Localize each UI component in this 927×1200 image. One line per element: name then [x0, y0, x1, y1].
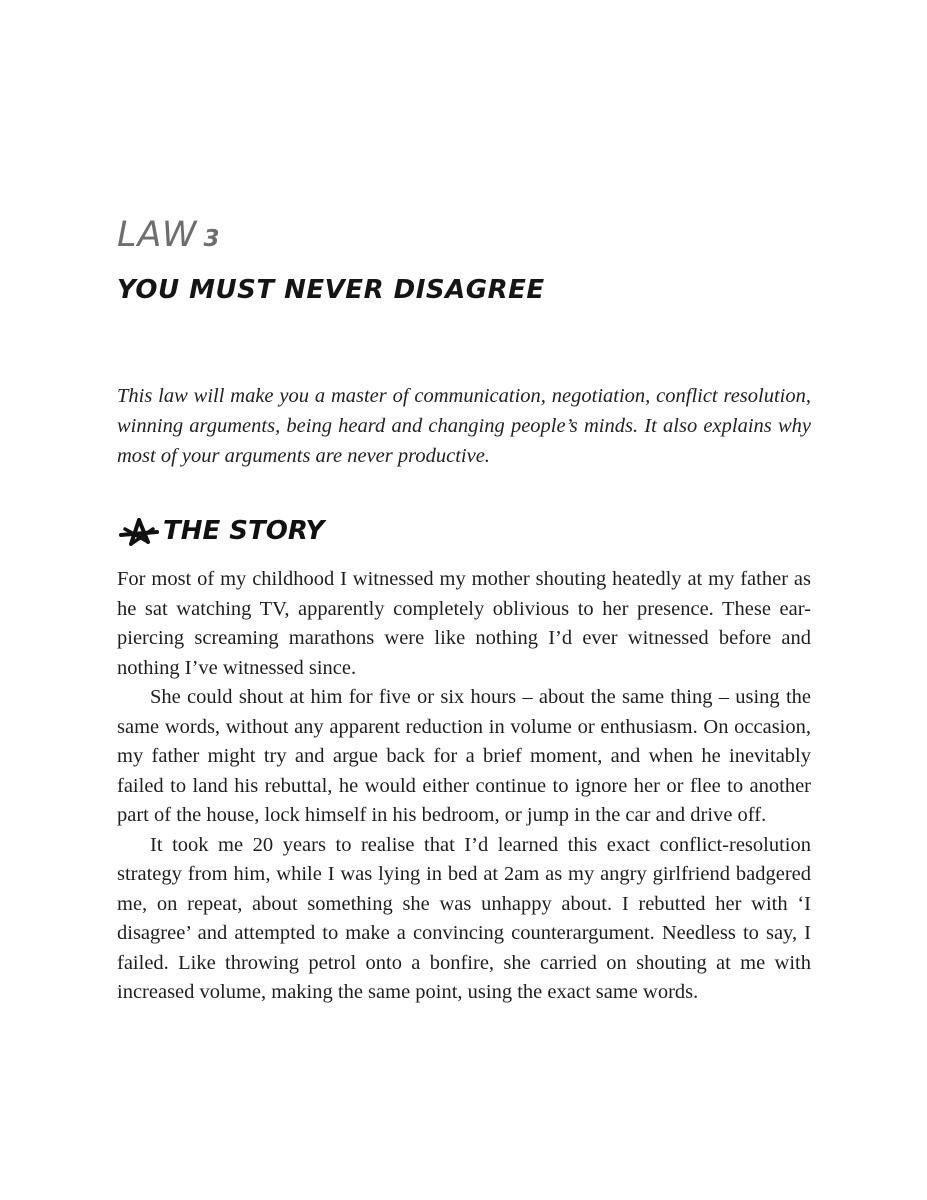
chapter-title: YOU MUST NEVER DISAGREE: [117, 275, 545, 305]
story-body: [117, 565, 811, 1008]
star-icon: [117, 515, 161, 547]
section-heading: [117, 515, 324, 547]
story-paragraph: She could shout at him for five or six hours – about the same thing – using the same words, without any apparent reduction in volume or enthusiasm. On occasion, my father might try and argue back for a brief moment, and when he inevitably failed to land his rebuttal, he would either continue to ignore her or flee to another part of the house, lock himself in his bedroom, or jump in the car and drive off.: [117, 686, 811, 826]
story-paragraph: It took me 20 years to realise that I’d learned this exact conflict-resolution strategy from him, while I was lying in bed at 2am as my angry girlfriend badgered me, on repeat, about something she was unhappy about. I rebutted her with ‘I disagree’ and attempted to make a convincing counterargument. Needless to say, I failed. Like throwing petrol onto a bonfire, she carried on shouting at me with increased volume, making the same point, using the exact same words.: [117, 833, 811, 1003]
book-page: [117, 0, 811, 1200]
story-paragraph: For most of my childhood I witnessed my mother shouting heatedly at my father as he sat watching TV, apparently completely oblivious to her presence. These ear-piercing screaming marathons were like nothing I’d ever witnessed before and nothing I’ve witnessed since.: [117, 568, 811, 679]
law-number: 3: [203, 226, 221, 252]
law-label-text: LAW: [117, 215, 198, 255]
chapter-law-label: [117, 215, 221, 255]
section-heading-text: THE STORY: [163, 516, 325, 546]
chapter-intro: This law will make you a master of communication, negotiation, conflict resolution, winning arguments, being heard and changing people’s minds. It also explains why most of your arguments are never productive.: [117, 385, 811, 467]
